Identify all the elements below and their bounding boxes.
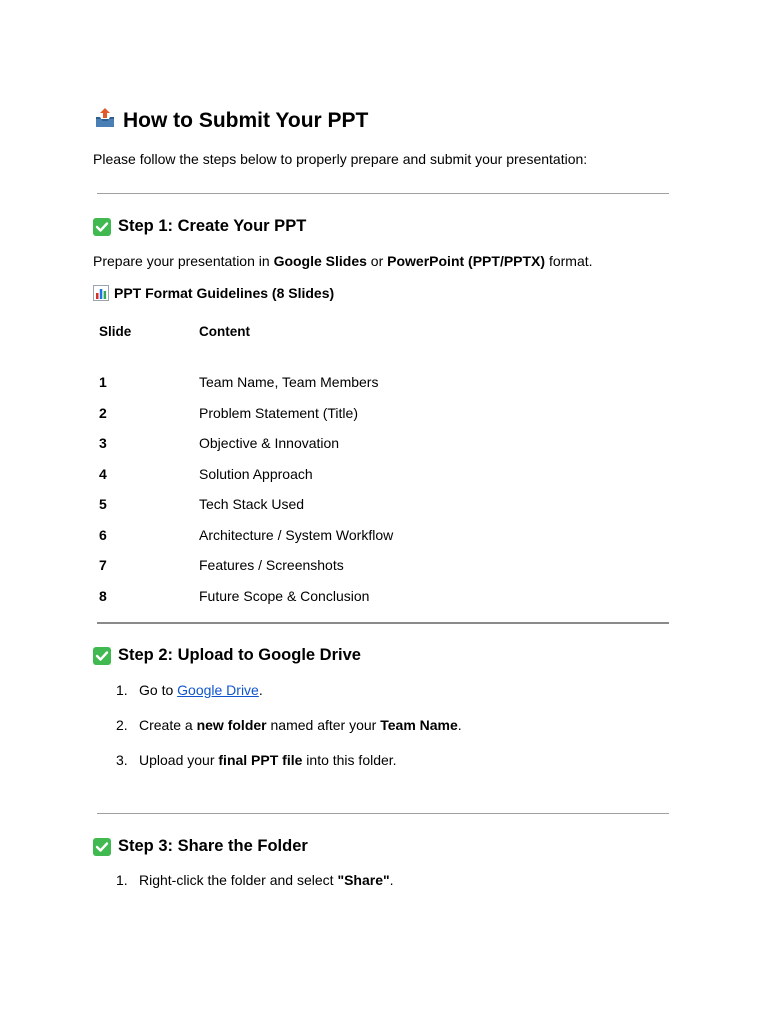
step1-heading	[93, 217, 306, 236]
divider	[97, 813, 669, 814]
step1-desc-prefix: Prepare your presentation in	[93, 253, 274, 269]
slide-content: Solution Approach	[199, 466, 313, 482]
list-text	[139, 752, 397, 768]
step1-desc-powerpoint: PowerPoint (PPT/PPTX)	[387, 253, 546, 269]
step2-heading-text: Step 2: Upload to Google Drive	[118, 646, 361, 664]
step1-heading-text: Step 1: Create Your PPT	[118, 217, 307, 235]
list-text-suffix: .	[389, 872, 394, 888]
divider	[97, 193, 669, 194]
list-text-prefix: Create a	[139, 717, 197, 733]
list-text	[139, 682, 263, 698]
list-text-bold: final PPT file	[218, 752, 303, 768]
page-title	[93, 107, 368, 134]
list-text	[139, 717, 462, 733]
step1-desc-google-slides: Google Slides	[273, 253, 367, 269]
list-text	[139, 872, 394, 888]
slide-content: Team Name, Team Members	[199, 374, 379, 390]
table-row	[99, 374, 499, 392]
slide-number: 2	[99, 405, 107, 421]
check-mark-icon	[93, 647, 111, 665]
step2-heading	[93, 646, 361, 665]
list-text-suffix: .	[258, 682, 263, 698]
list-number: 2.	[116, 717, 128, 733]
list-text-bold: Team Name	[380, 717, 458, 733]
list-text-prefix: Go to	[139, 682, 178, 698]
list-text-prefix: Upload your	[139, 752, 219, 768]
header-content: Content	[199, 324, 250, 339]
table-row	[99, 557, 499, 575]
table-row	[99, 496, 499, 514]
format-guidelines-heading	[93, 285, 334, 301]
list-number: 1.	[116, 682, 128, 698]
slide-content: Future Scope & Conclusion	[199, 588, 370, 604]
slide-number: 1	[99, 374, 107, 390]
slide-number: 7	[99, 557, 107, 573]
check-mark-icon	[93, 838, 111, 856]
outbox-tray-icon	[93, 107, 117, 134]
table-header	[99, 324, 499, 342]
list-text-suffix: into this folder.	[302, 752, 397, 768]
page-title-text: How to Submit Your PPT	[123, 108, 369, 132]
step3-heading-text: Step 3: Share the Folder	[118, 837, 308, 855]
step1-description	[93, 253, 593, 269]
list-text-mid: named after your	[266, 717, 381, 733]
list-text-suffix: .	[457, 717, 462, 733]
list-text-prefix: Right-click the folder and select	[139, 872, 338, 888]
divider	[97, 622, 669, 624]
slide-number: 3	[99, 435, 107, 451]
table-row	[99, 466, 499, 484]
table-row	[99, 588, 499, 606]
table-row	[99, 435, 499, 453]
header-slide: Slide	[99, 324, 132, 339]
slide-content: Architecture / System Workflow	[199, 527, 394, 543]
step3-heading	[93, 837, 308, 856]
slide-content: Problem Statement (Title)	[199, 405, 358, 421]
table-row	[99, 405, 499, 423]
list-text-bold: new folder	[196, 717, 267, 733]
step1-desc-or: or	[366, 253, 388, 269]
slide-content: Tech Stack Used	[199, 496, 305, 512]
table-row	[99, 527, 499, 545]
slide-number: 6	[99, 527, 107, 543]
list-text-bold: "Share"	[337, 872, 390, 888]
list-number: 1.	[116, 872, 128, 888]
intro-text: Please follow the steps below to properly prepare and submit your presentation:	[93, 151, 588, 167]
slide-number: 8	[99, 588, 107, 604]
step1-desc-suffix: format.	[545, 253, 593, 269]
slide-content: Features / Screenshots	[199, 557, 344, 573]
slide-content: Objective & Innovation	[199, 435, 340, 451]
slide-number: 5	[99, 496, 107, 512]
slide-number: 4	[99, 466, 107, 482]
google-drive-link[interactable]: Google Drive	[177, 682, 259, 698]
check-mark-icon	[93, 218, 111, 236]
format-guidelines-text: PPT Format Guidelines (8 Slides)	[114, 285, 335, 301]
list-number: 3.	[116, 752, 128, 768]
bar-chart-icon	[93, 285, 109, 301]
